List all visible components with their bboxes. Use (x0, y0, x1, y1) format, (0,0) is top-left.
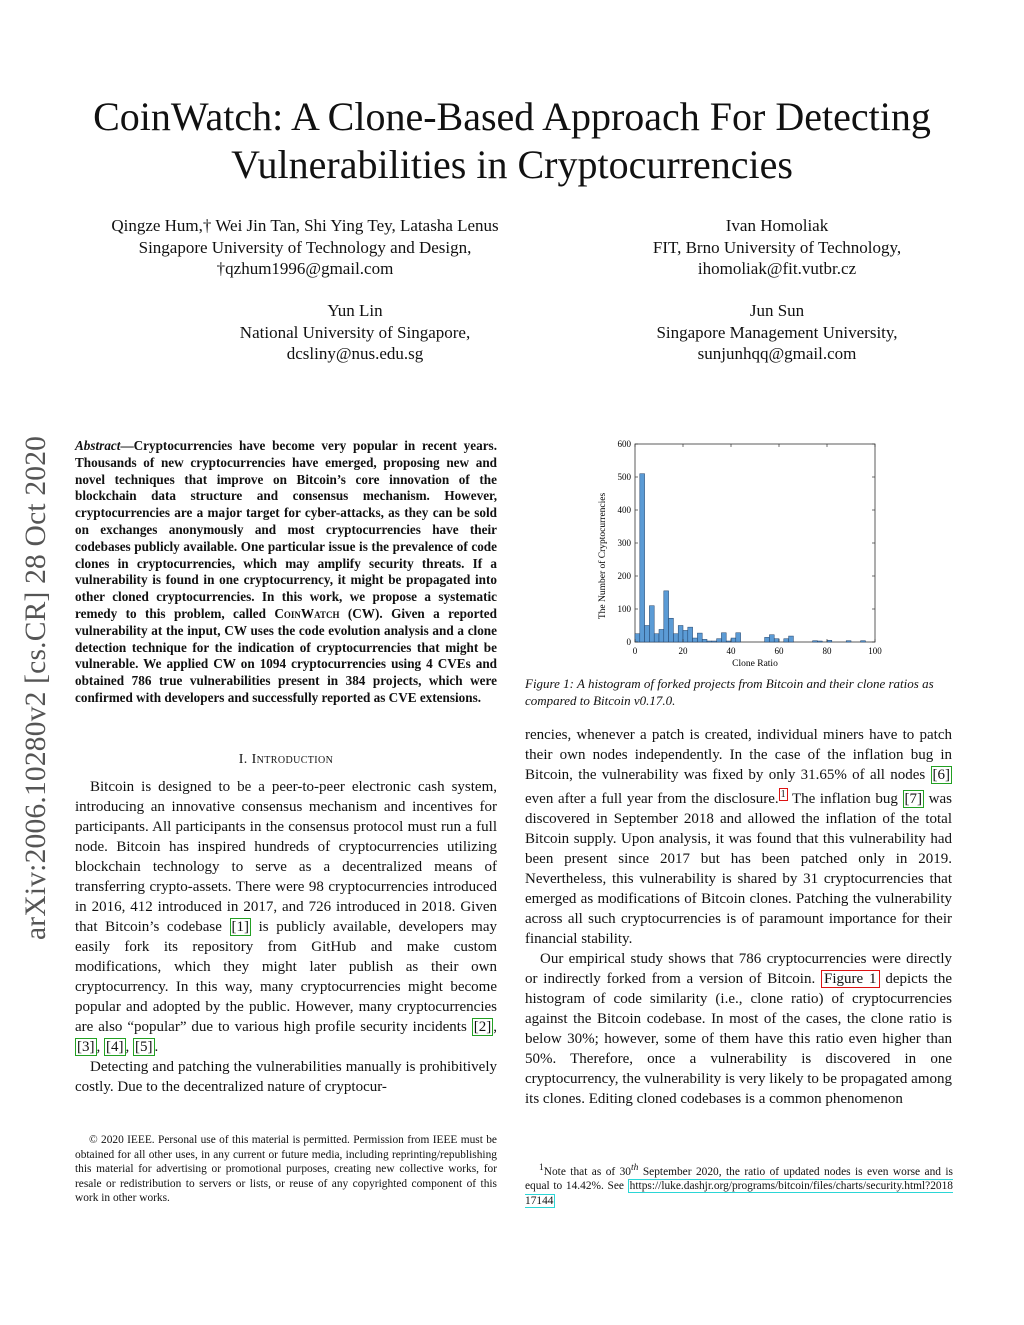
histogram-bar (817, 641, 822, 642)
author-block-4 (582, 300, 972, 365)
y-tick-label: 600 (617, 439, 631, 449)
y-tick-label: 200 (617, 571, 631, 581)
author-affiliation: Singapore Management University, (656, 322, 898, 342)
x-axis-label: Clone Ratio (732, 659, 778, 669)
y-tick-label: 500 (617, 472, 631, 482)
histogram-bar (702, 639, 707, 642)
plot-area (618, 439, 883, 656)
histogram-bar (827, 640, 832, 642)
author-names: Yun Lin (327, 301, 383, 320)
histogram-bar (669, 618, 674, 642)
abstract-label: Abstract (75, 438, 121, 453)
histogram-bar (721, 633, 726, 642)
citation-link[interactable]: [5] (135, 1039, 153, 1055)
citation-link[interactable]: [4] (106, 1039, 124, 1055)
histogram-bar (712, 641, 717, 642)
section-heading-introduction: I. Introduction (238, 752, 334, 767)
x-tick-label: 80 (822, 646, 832, 656)
author-block-1 (60, 215, 550, 280)
histogram-bar (861, 641, 866, 642)
author-email[interactable]: dcsliny@nus.edu.sg (286, 344, 424, 363)
footnote-link[interactable]: 1 (780, 789, 786, 800)
histogram-bar (649, 606, 654, 642)
introduction-body (75, 777, 497, 1097)
histogram-bar (693, 638, 698, 642)
arxiv-identifier: arXiv:2006.10280v2 [cs.CR] 28 Oct 2020 (20, 435, 52, 940)
histogram-bar (813, 641, 818, 642)
histogram-bar (654, 634, 659, 642)
footnote-mark: 1 (539, 1163, 544, 1173)
right-paragraph-2: Our empirical study shows that 786 cryptocurrencies were directly or indirectly forked from a version of Bitcoin. Figure 1 depicts the histogram of code similarity (i.e., clone ratio) of cryptocurrencies against the Bitcoin codebase. In most of the cases, the clone ratio is below 30%; however, some of them have this ratio even higher than 50%. Therefore, once a vulnerability is discovered in one cryptocurrency, the vulnerability is very likely to be propagated among its clones. Editing cloned codebases is a common phenomenon (525, 951, 952, 1107)
author-names: Qingze Hum,† Wei Jin Tan, Shi Ying Tey, Latasha Lenus (111, 216, 499, 235)
footnote: $^1$Note that as of 30th September 2020, the ratio of updated nodes is even worse and is equal to 14.42%. See https://luke.dashjr.org/programs/bitcoin/files/charts/security.html?201817144 (525, 1163, 953, 1207)
author-affiliation: FIT, Brno University of Technology, (652, 237, 902, 257)
copyright-notice: © 2020 IEEE. Personal use of this material is permitted. Permission from IEEE must be obtained for all other uses, in any current or future media, including reprinting/republishing this material for advertising or promotional purposes, creating new collective works, for resale or redistribution to servers or lists, or reuse of any copyrighted component of this work in other works. (75, 1134, 497, 1205)
author-names: Jun Sun (749, 301, 805, 320)
citation-link[interactable]: [2] (473, 1019, 492, 1035)
right-column-body (525, 725, 952, 1109)
abstract-text-1: —Cryptocurrencies have become very popular in recent years. Thousands of new cryptocurrencies have emerged, proposing new and novel techniques that improve on Bitcoin’s core innovation of the blockchain data structure and consensus mechanism. However, cryptocurrencies are a major target for cyber-attacks, as they can be sold on exchanges anonymously and most cryptocurrencies have their codebases publicly available. One particular issue is the prevalence of code clones in cryptocurrencies, which may amplify security threats. If a vulnerability is found in one cryptocurrency, it might be propagated into other cloned cryptocurrencies. In this work, we propose a systematic remedy to this problem, called (75, 438, 497, 621)
system-name: CoinWatch (274, 605, 340, 621)
y-tick-label: 300 (617, 538, 631, 548)
footnote-url-link[interactable]: https://luke.dashjr.org/programs/bitcoin/files/charts/security.html?201817144 (525, 1180, 953, 1207)
x-tick-label: 60 (774, 646, 784, 656)
abstract (75, 438, 497, 707)
citation-link[interactable]: [1] (231, 919, 250, 935)
histogram-bar (726, 641, 731, 642)
author-block-2 (582, 215, 972, 280)
intro-paragraph-1: Bitcoin is designed to be a peer-to-peer electronic cash system, introducing an innovative consensus mechanism and incentives for participants. All participants in the consensus protocol must run a full node. Bitcoin has inspired hundreds of cryptocurrencies utilizing blockchain technology to serve as a decentralized means of transferring crypto-assets. There were 98 cryptocurrencies introduced in 2016, 412 introduced in 2017, and 726 introduced in 2018. Given that Bitcoin’s codebase [1] is publicly available, developers may easily fork its repository from GitHub and make custom modifications, which they might later publish as their own cryptocurrency. In this way, many cryptocurrencies might become popular and adopted by the public. However, many cryptocurrencies are also “popular” due to various high profile security incidents [2] , [3] , [4] , [5] . (75, 779, 497, 1055)
histogram-bar (736, 633, 741, 642)
author-block-3 (160, 300, 550, 365)
plot-frame (635, 444, 875, 642)
x-tick-label: 100 (868, 646, 882, 656)
histogram-bar (717, 639, 722, 642)
right-paragraph-1: rencies, whenever a patch is created, individual miners have to patch their own nodes independently. In the case of the inflation bug in Bitcoin, the vulnerability was fixed by only 31.65% of all nodes [6] even after a full year from the disclosure. $^1$ The inflation bug [7] was discovered in September 2018 and allowed the inflation of the total Bitcoin supply. Upon analysis, it was found that this vulnerability had been present since 2017 but has been patched only in 2019. Nevertheless, this vulnerability is shared by 31 cryptocurrencies that emerged as modifications of Bitcoin clones. Patching the vulnerability across all such cryptocurrencies is of paramount importance for their financial stability. (525, 727, 953, 947)
y-tick-label: 100 (617, 604, 631, 614)
y-axis-label: The Number of Cryptocurrencies (598, 492, 608, 620)
x-tick-label: 20 (678, 646, 688, 656)
figure-reference-link[interactable]: Figure 1 (821, 970, 879, 988)
histogram-bar (774, 639, 779, 642)
intro-paragraph-2: Detecting and patching the vulnerabilities manually is prohibitively costly. Due to the decentralized nature of cryptocur- (75, 1059, 497, 1095)
author-email[interactable]: ihomoliak@fit.vutbr.cz (697, 259, 857, 278)
histogram-bar (731, 638, 736, 642)
author-affiliation: Singapore University of Technology and Design, (138, 237, 472, 257)
author-email[interactable]: sunjunhqq@gmail.com (697, 344, 857, 363)
histogram-bar (707, 641, 712, 642)
y-tick-label: 0 (626, 637, 631, 647)
histogram-bar (697, 633, 702, 642)
histogram-bar (683, 630, 688, 642)
histogram-bar (678, 626, 683, 643)
histogram-bar (846, 641, 851, 642)
x-tick-label: 40 (726, 646, 736, 656)
paper-title (40, 93, 984, 189)
histogram-bar (645, 626, 650, 643)
title-line-2: Vulnerabilities in Cryptocurrencies (231, 142, 793, 187)
histogram-bar (765, 637, 770, 642)
histogram-bar (769, 635, 774, 642)
citation-link[interactable]: [3] (77, 1039, 95, 1055)
histogram-bar (664, 591, 669, 642)
histogram-bar (688, 627, 693, 642)
histogram-bar (640, 474, 645, 642)
y-tick-label: 400 (617, 505, 631, 515)
figure-caption: Figure 1: A histogram of forked projects from Bitcoin and their clone ratios as compared to Bitcoin v0.17.0. (525, 676, 934, 708)
author-names: Ivan Homoliak (725, 216, 829, 235)
histogram-bar (789, 636, 794, 642)
author-email[interactable]: †qzhum1996@gmail.com (216, 259, 394, 278)
x-tick-label: 0 (632, 646, 638, 656)
histogram-bar (635, 634, 640, 642)
author-affiliation: National University of Singapore, (239, 322, 471, 342)
title-line-1: CoinWatch: A Clone-Based Approach For Detecting (93, 94, 931, 139)
abstract-text-2: (CW). Given a reported vulnerability at the input, CW uses the code evolution analysis and a clone detection technique for the indication of cryptocurrencies that might be vulnerable. We applied CW on 1094 cryptocurrencies using 4 CVEs and obtained 786 true vulnerabilities present in 384 projects, which were confirmed with developers and successfully reported as CVE extensions. (75, 605, 497, 705)
histogram-bar (784, 639, 789, 642)
citation-link[interactable]: [6] (932, 767, 950, 783)
histogram-chart (585, 438, 885, 670)
citation-link[interactable]: [7] (904, 791, 923, 807)
histogram-bar (673, 634, 678, 642)
histogram-bar (659, 629, 664, 642)
